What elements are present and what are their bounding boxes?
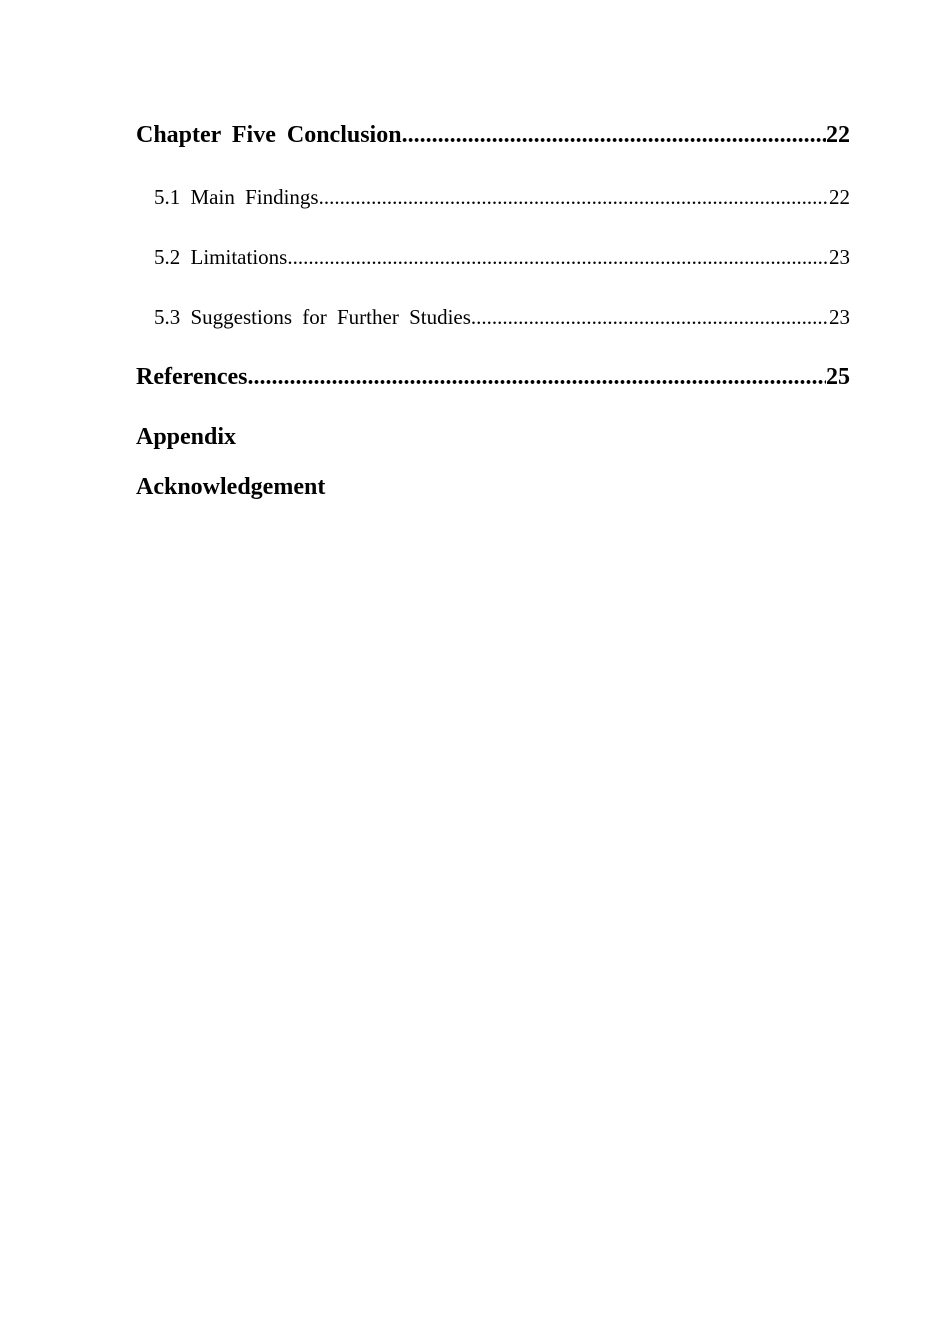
- toc-leader-dots: [471, 305, 829, 330]
- toc-entry-suggestions[interactable]: [154, 305, 850, 330]
- toc-entry-main-findings[interactable]: [154, 185, 850, 210]
- toc-page-number: 22: [826, 122, 850, 148]
- toc-page-number: 23: [829, 305, 850, 329]
- toc-entry-acknowledgement[interactable]: Acknowledgement: [136, 474, 326, 500]
- toc-entry-appendix[interactable]: Appendix: [136, 424, 237, 450]
- toc-page-number: 23: [829, 245, 850, 269]
- toc-entry-label: Chapter Five Conclusion: [136, 122, 402, 148]
- toc-leader-dots: [287, 245, 829, 270]
- toc-leader-dots: [248, 364, 827, 391]
- toc-entry-references[interactable]: [136, 364, 850, 391]
- toc-leader-dots: [319, 185, 829, 210]
- toc-leader-dots: [402, 122, 826, 149]
- toc-entry-label: 5.2 Limitations: [154, 245, 288, 269]
- toc-entry-label: 5.3 Suggestions for Further Studies: [154, 305, 471, 329]
- toc-page-number: 22: [829, 185, 850, 209]
- toc-entry-label: References: [136, 364, 248, 390]
- toc-entry-label: 5.1 Main Findings: [154, 185, 319, 209]
- toc-entry-limitations[interactable]: [154, 245, 850, 270]
- toc-page-number: 25: [826, 364, 850, 390]
- toc-entry-chapter-five[interactable]: [136, 122, 850, 149]
